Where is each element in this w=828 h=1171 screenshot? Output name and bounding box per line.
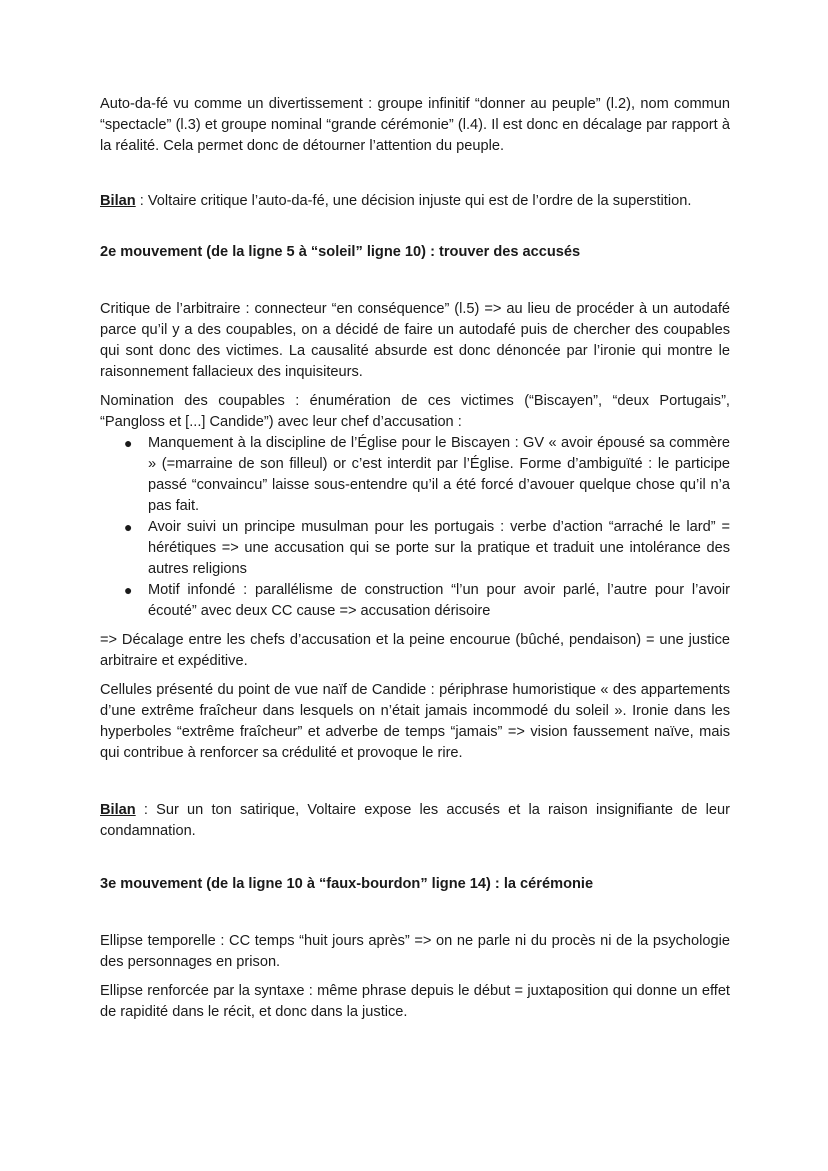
bullet-icon: ●: [124, 519, 133, 535]
section-2-paragraph-4: Cellules présenté du point de vue naïf de Candide : périphrase humoristique « des appartements d’une extrême fraîcheur dans lesquels on n’était jamais incommodé du soleil ». Ironie dans les hyperboles “extrême fraîcheur” et adverbe de temps “jamais” => vision faussement naïve, mais qui contribue à renforcer sa crédulité et provoque le rire.: [100, 682, 730, 761]
bilan-1: [100, 191, 730, 212]
list-item: ● Motif infondé : parallélisme de construction “l’un pour avoir parlé, l’autre pour l’avoir écouté” avec deux CC cause => accusation dérisoire: [124, 582, 730, 619]
bilan-2: [100, 800, 730, 842]
intro-paragraph: Auto-da-fé vu comme un divertissement : groupe infinitif “donner au peuple” (l.2), nom commun “spectacle” (l.3) et groupe nominal “grande cérémonie” (l.4). Il est donc en décalage par rapport à la réalité. Cela permet donc de détourner l’attention du peuple.: [100, 96, 730, 154]
list-item: ● Avoir suivi un principe musulman pour les portugais : verbe d’action “arraché le lard” = hérétiques => une accusation qui se porte sur la pratique et traduit une intolérance des autres religions: [124, 519, 730, 577]
section-2-paragraph-1: Critique de l’arbitraire : connecteur “en conséquence” (l.5) => au lieu de procéder à un autodafé parce qu’il y a des coupables, on a décidé de faire un autodafé puis de chercher des coupables qui sont donc des victimes. La causalité absurde est donc dénoncée par l’ironie qui montre le raisonnement fallacieux des inquisiteurs.: [100, 301, 730, 380]
bilan-1-text: : Voltaire critique l’auto-da-fé, une décision injuste qui est de l’ordre de la superstition.: [135, 193, 692, 209]
section-2-heading: 2e mouvement (de la ligne 5 à “soleil” ligne 10) : trouver des accusés: [100, 244, 581, 260]
document-page: [100, 94, 730, 1023]
section-3-paragraph-1: Ellipse temporelle : CC temps “huit jours après” => on ne parle ni du procès ni de la psychologie des personnages en prison.: [100, 933, 730, 970]
accusation-list: [100, 433, 730, 622]
list-item: ● Manquement à la discipline de l’Église pour le Biscayen : GV « avoir épousé sa commère » (=marraine de son filleul) or c’est interdit par l’Église. Forme d’ambiguïté : le participe passé “convaincu” laisse sous-entendre qu’il a été forcé d’avouer quelque chose qu’il n’a pas fait.: [124, 435, 730, 514]
bilan-2-text: : Sur un ton satirique, Voltaire expose les accusés et la raison insignifiante de leur condamnation.: [100, 802, 730, 839]
bullet-icon: ●: [124, 435, 133, 451]
section-2-paragraph-2: Nomination des coupables : énumération de ces victimes (“Biscayen”, “deux Portugais”, “Pangloss et [...] Candide”) avec leur chef d’accusation :: [100, 393, 730, 430]
bilan-1-label: Bilan: [100, 193, 136, 209]
section-2-paragraph-3: => Décalage entre les chefs d’accusation et la peine encourue (bûché, pendaison) = une justice arbitraire et expéditive.: [100, 632, 730, 669]
bullet-icon: ●: [124, 582, 133, 598]
section-3-heading: 3e mouvement (de la ligne 10 à “faux-bourdon” ligne 14) : la cérémonie: [100, 876, 594, 892]
bilan-2-label: Bilan: [100, 802, 136, 818]
section-3-paragraph-2: Ellipse renforcée par la syntaxe : même phrase depuis le début = juxtaposition qui donne un effet de rapidité dans le récit, et donc dans la justice.: [100, 983, 730, 1020]
